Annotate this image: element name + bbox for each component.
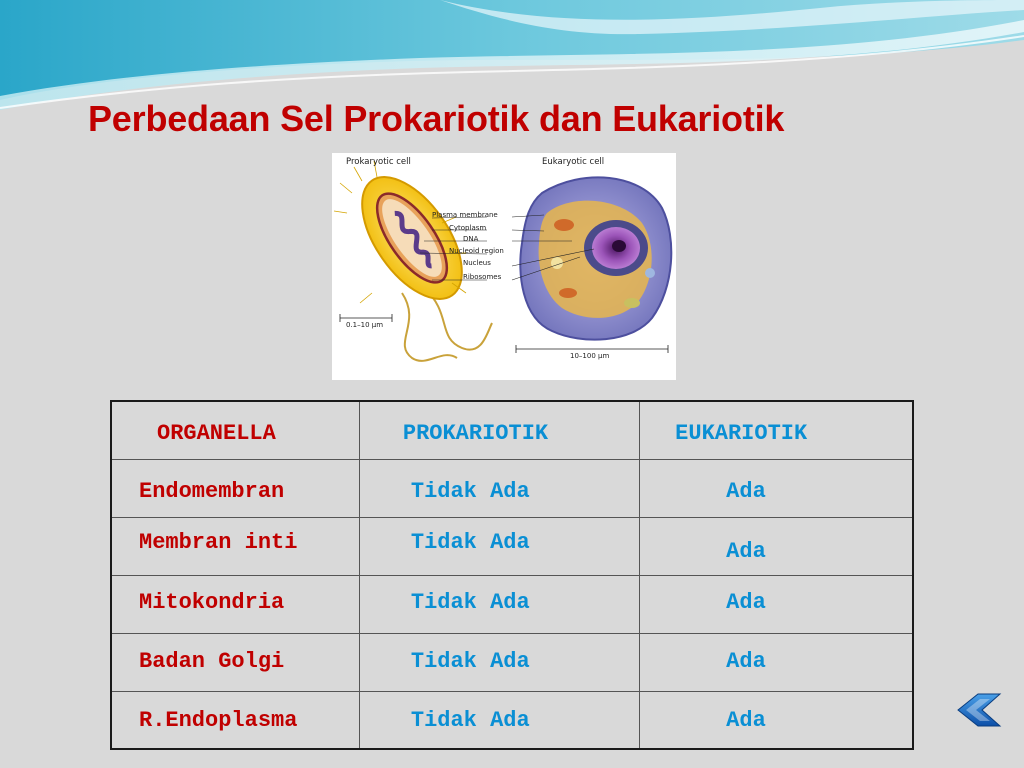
label-nucleus: Nucleus [463,259,491,267]
table-row [111,633,913,691]
table-cell [640,459,913,517]
header-prokariotik: PROKARIOTIK [402,421,549,446]
label-dna: DNA [463,235,479,243]
prokaryote-scale-label: 0.1–10 µm [346,321,384,329]
organelle-name: Mitokondria [139,589,285,615]
table-cell [111,633,359,691]
prokaryote-value: Tidak Ada [410,707,530,733]
back-arrow-icon [956,692,1002,728]
table-row [111,459,913,517]
eukaryote-value: Ada [726,648,766,674]
eukaryote-value: Ada [726,538,766,564]
header-organella: ORGANELLA [157,421,276,446]
eukaryote-scale-label: 10–100 µm [570,352,610,360]
table-cell [640,517,913,575]
prokaryote-value: Tidak Ada [410,478,530,504]
eukaryote-value: Ada [726,478,766,504]
table-cell [111,575,359,633]
table-row [111,517,913,575]
eukaryote-value: Ada [726,589,766,615]
header-cell [111,401,359,459]
label-nucleoid-region: Nucleoid region [449,247,504,255]
prokaryote-value: Tidak Ada [410,648,530,674]
table-cell [359,517,639,575]
table-cell [111,459,359,517]
header-cell [640,401,913,459]
eukaryote-value: Ada [726,707,766,733]
table-row [111,575,913,633]
organelle-comparison-table [110,400,914,750]
organelle-name: Badan Golgi [139,648,285,674]
label-plasma-membrane: Plasma membrane [432,211,498,219]
table-header-row [111,401,913,459]
table-cell [359,691,639,749]
table-cell [359,633,639,691]
label-ribosomes: Ribosomes [463,273,502,281]
table-cell [359,459,639,517]
table-row [111,691,913,749]
table-cell [359,575,639,633]
eukaryote-caption: Eukaryotic cell [542,157,605,167]
header-cell [359,401,639,459]
label-cytoplasm: Cytoplasm [449,224,487,232]
header-eukariotik: EUKARIOTIK [675,421,808,446]
organelle-name: R.Endoplasma [139,707,298,733]
table-cell [640,633,913,691]
table-cell [111,691,359,749]
cell-illustration [332,153,676,380]
organelle-name: Membran inti [139,529,298,555]
table-cell [640,691,913,749]
prokaryote-value: Tidak Ada [410,529,530,555]
prokaryote-caption: Prokaryotic cell [346,157,411,167]
back-button[interactable] [956,692,1002,728]
slide-title: Perbedaan Sel Prokariotik dan Eukariotik [88,98,785,139]
table-cell [111,517,359,575]
organelle-name: Endomembran [139,478,285,504]
cell-comparison-image [332,153,676,380]
table-cell [640,575,913,633]
prokaryote-value: Tidak Ada [410,589,530,615]
